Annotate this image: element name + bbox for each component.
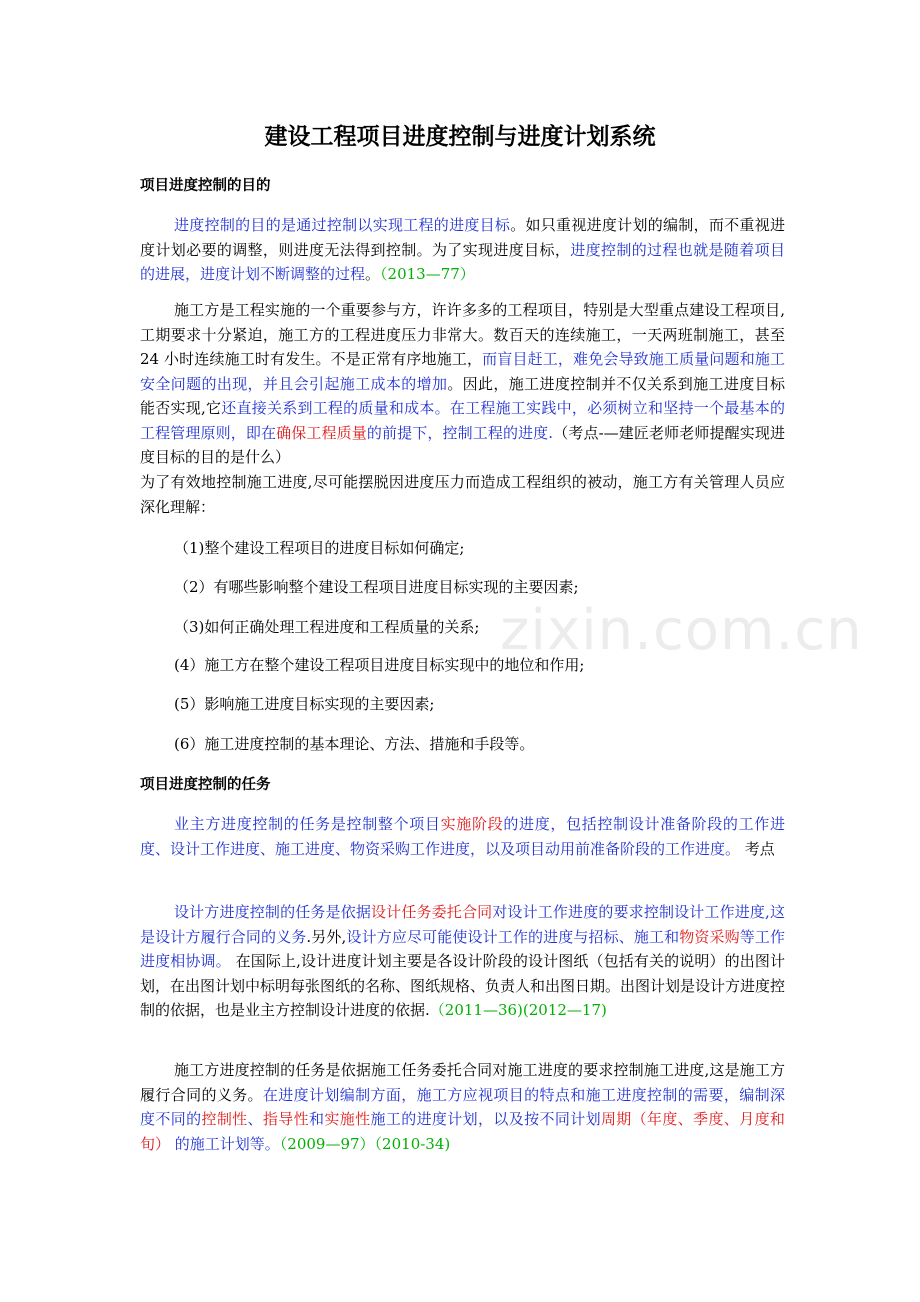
text-span: 设计方进度控制的任务是依据 [174,903,372,921]
list-item: （3)如何正确处理工程进度和工程质量的关系; [174,618,480,636]
text-span: 设计任务委托合同 [371,903,493,921]
text-span: 还直接关系到工程的质量和成本。在工程施工实践中，必须树立和坚持一个最基本的工程管理原则，即在 [140,399,785,442]
text-span: 控制性 [201,1110,248,1128]
text-span: 在国际上,设计进度计划主要是各设计阶段的设计图纸（包括有关的说明）的出图计划，在出图计划中标明每张图纸的名称、图纸规格、负责人和出图日期。出图计划是设计方进度控制的依据，也是业主方控制设计进度的依据. [140,952,786,1019]
paragraph-purpose-3: 为了有效地控制施工进度,尽可能摆脱因进度压力而造成工程组织的被动，施工方有关管理人员应 深化理解： [140,473,785,516]
text-span: 的前提下，控制工程的进度. [366,423,554,442]
text-span: 实施阶段 [440,815,504,833]
exam-note: （考点-—建匠老师老师提醒实现进度目标的目的是什么） [140,423,785,466]
text-span: 在进度计划编制方面，施工方应视项目的特点和施工进度控制的需要，编制深度不同的 [140,1085,785,1128]
text-span: 业主方进度控制的任务是控制整个项目 [174,815,441,833]
page-title: 建设工程项目进度控制与进度计划系统 [264,124,656,150]
exam-reference: （2011—36)(2012—17) [429,1001,607,1019]
paragraph-purpose-2 [140,298,785,470]
list-item: （2）有哪些影响整个建设工程项目进度目标实现的主要因素; [174,578,579,596]
text-span: 、 [247,1110,263,1128]
text-span: 周期（年度、季度、月度和旬） [140,1110,785,1153]
text-span: 。因此，施工进度控制并不仅关系到施工进度目标能否实现,它 [140,374,785,417]
text-span: 设计方应尽可能使设计工作的进度与招标、施工和 [346,927,680,946]
text-span: 物资采购 [679,927,740,946]
list-item: (4）施工方在整个建设工程项目进度目标实现中的地位和作用; [174,656,585,674]
text-span: 的进度，包括控制设计准备阶段的工作进度、设计工作进度、施工进度、物资采购工作进度，以及项目动用前准备阶段的工作进度。 [140,815,785,858]
paragraph-owner-task [140,812,785,861]
text-span: 实施性 [324,1110,371,1128]
text-span: 确保工程质量 [276,423,367,442]
text-span: 进度控制的目的是通过控制以实现工程的进度目标 [174,216,511,234]
text-span: .另外, [306,927,347,946]
text-span: 的施工计划等。 [170,1134,280,1153]
paragraph-contractor-task [140,1058,785,1156]
watermark: zixin.com.cn [500,598,863,663]
text-span: 等工作进度相协调。 [140,927,785,970]
exam-reference: （2013—77） [380,265,475,283]
paragraph-purpose-1 [140,213,785,287]
section-heading-task: 项目进度控制的任务 [140,777,271,793]
text-span: 施工的进度计划，以及按不同计划 [370,1110,601,1128]
text-span: 施工方进度控制的任务是依据施工任务委托合同对施工进度的要求控制施工进度,这是施工方履行合同的义务。 [140,1061,785,1104]
paragraph-designer-task [140,900,785,1023]
list-item: (6）施工进度控制的基本理论、方法、措施和手段等。 [174,735,535,753]
text-span: 而盲目赶工，难免会导致施工质量问题和施工安全问题的出现，并且会引起施工成本的增加 [140,350,785,393]
text-span: 。 [365,265,381,283]
exam-reference: （2009—97）（2010-34) [279,1134,451,1153]
list-item: (5）影响施工进度目标实现的主要因素; [174,695,435,713]
text-span: 进度控制的过程也就是随着项目的进展，进度计划不断调整的过程 [140,240,785,283]
text-span: 。如只重视进度计划的编制，而不重视进度计划必要的调整，则进度无法得到控制。为了实现进度目标， [140,216,785,259]
exam-note: 考点 [740,839,775,858]
list-item: （1)整个建设工程项目的进度目标如何确定; [174,539,465,557]
text-span: 施工方是工程实施的一个重要参与方，许许多多的工程项目，特别是大型重点建设工程项目,工期要求十分紧迫，施工方的工程进度压力非常大。数百天的连续施工，一天两班制施工，甚至 24 小时连续施工时有发生。不是正常有序地施工， [140,301,785,368]
text-span: 对设计工作进度的要求控制设计工作进度,这是设计方履行合同的义务 [140,903,785,946]
text-span: 指导性 [262,1110,310,1128]
section-heading-purpose: 项目进度控制的目的 [140,178,271,194]
text-span: 和 [309,1110,325,1128]
